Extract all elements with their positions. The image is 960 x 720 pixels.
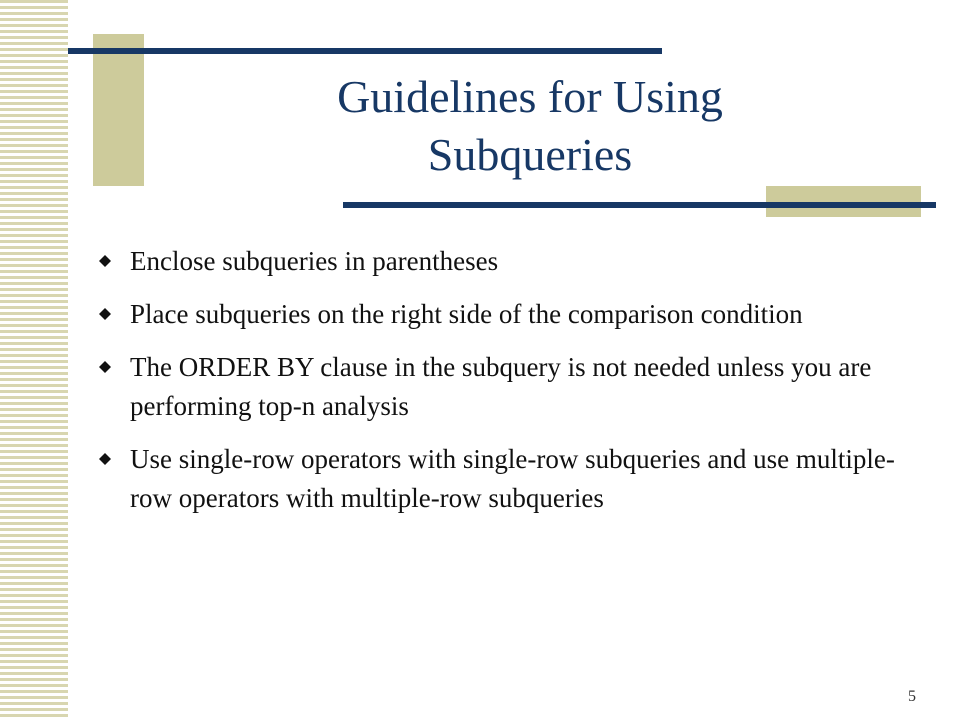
bullet-text: Enclose subqueries in parentheses (130, 246, 499, 276)
slide-title (210, 68, 850, 184)
bullet-text: The ORDER BY clause in the subquery is not needed unless you are performing top-n analysis (130, 352, 872, 421)
diamond-bullet-icon (99, 308, 111, 320)
slide-number: 5 (908, 688, 916, 705)
slide-title-line-1: Guidelines for Using (337, 71, 723, 122)
slide-title-line-2: Subqueries (427, 129, 633, 180)
bullet-text: Place subqueries on the right side of the comparison condition (130, 299, 803, 329)
accent-block-left (93, 34, 144, 186)
diamond-bullet-icon (99, 453, 111, 465)
diamond-bullet-icon (99, 361, 111, 373)
bullet-item (97, 242, 897, 281)
title-rule-top (68, 48, 662, 54)
diamond-bullet-icon (99, 255, 111, 267)
bullet-text: Use single-row operators with single-row subqueries and use multiple-row operators with multiple-row subqueries (130, 444, 895, 513)
bullet-item (97, 440, 897, 518)
bullet-item (97, 348, 897, 426)
title-rule-bottom (343, 202, 936, 208)
striped-edge-decoration (0, 0, 68, 720)
bullet-item (97, 295, 897, 334)
bullet-list (97, 242, 897, 532)
